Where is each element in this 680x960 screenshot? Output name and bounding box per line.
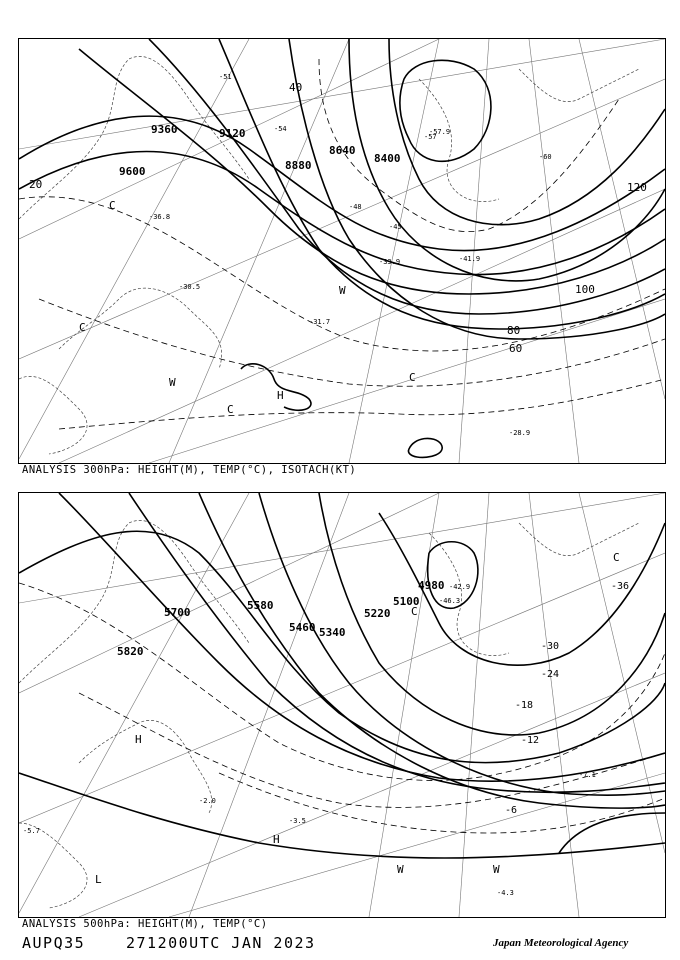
temp-label: -5.7 (23, 827, 40, 835)
temp-label: -12 (521, 735, 540, 746)
caption-500hpa: ANALYSIS 500hPa: HEIGHT(M), TEMP(°C) (22, 918, 268, 930)
cold-symbol: C (409, 371, 416, 384)
system-symbols (95, 551, 620, 886)
temp-label: -2.0 (199, 797, 216, 805)
closed-contour-2 (241, 364, 311, 410)
closed-contour (408, 438, 442, 457)
isotach-label: 60 (509, 342, 523, 355)
caption-300hpa: ANALYSIS 300hPa: HEIGHT(M), TEMP(°C), ISOTACH(KT) (22, 464, 357, 476)
chart-code: AUPQ35 (22, 934, 86, 952)
temp-label: -36 (611, 581, 630, 592)
isotach-label: 20 (29, 178, 43, 191)
warm-symbol: W (169, 376, 176, 389)
cold-symbol: C (411, 605, 418, 618)
isotach-label: 40 (289, 81, 303, 94)
height-label: 5820 (117, 645, 144, 658)
agency-name: Japan Meteorological Agency (493, 937, 629, 949)
map-panel-300hpa (18, 38, 666, 464)
map-500hpa-svg (19, 493, 665, 917)
isotach-label: 120 (627, 181, 647, 194)
temp-label: -31.7 (309, 318, 331, 326)
high-symbol: H (277, 389, 284, 402)
high-symbol: H (273, 833, 280, 846)
cold-symbol: C (79, 321, 86, 334)
height-label: 5100 (393, 595, 420, 608)
warm-symbol: W (493, 863, 500, 876)
isotach-label: 80 (507, 324, 521, 337)
height-label: 9360 (151, 123, 178, 136)
isotach-contours (19, 59, 665, 429)
temp-label: -18 (515, 700, 534, 711)
cold-symbol: C (613, 551, 620, 564)
height-label: 9600 (119, 165, 146, 178)
temp-label: -30.5 (179, 283, 201, 291)
height-label: 8640 (329, 144, 356, 157)
cold-symbol: C (109, 199, 116, 212)
temp-label: -57.9 (429, 128, 451, 136)
isotach-label: 100 (575, 283, 595, 296)
map-300hpa-svg (19, 39, 665, 463)
temp-label: -48 (349, 203, 362, 211)
temp-label: -28.9 (509, 429, 531, 437)
temp-label: -51 (219, 73, 232, 81)
temp-label: -24 (541, 669, 560, 680)
coastlines (19, 56, 639, 454)
temp-label: -4.3 (497, 889, 514, 897)
temperature-contours (19, 583, 665, 833)
temp-label: -60 (539, 153, 552, 161)
height-label: 5220 (364, 607, 391, 620)
temp-label: -57 (424, 133, 437, 141)
system-symbols (79, 199, 416, 416)
height-label: 5580 (247, 599, 274, 612)
graticule (19, 39, 665, 463)
height-label: 8400 (374, 152, 401, 165)
temp-label: -42.9 (449, 583, 471, 591)
height-labels (117, 579, 445, 658)
low-symbol: L (95, 873, 102, 886)
temp-label: -46.3 (439, 597, 461, 605)
high-symbol: H (135, 733, 142, 746)
warm-symbol: W (397, 863, 404, 876)
coastlines (19, 520, 639, 908)
temp-label: -41.9 (459, 255, 481, 263)
height-label: 5700 (164, 606, 191, 619)
height-label: 5340 (319, 626, 346, 639)
temp-label: -36.8 (149, 213, 171, 221)
height-label: 8880 (285, 159, 312, 172)
temp-label: -3.5 (289, 817, 306, 825)
height-label: 4980 (418, 579, 445, 592)
temp-label: -33.9 (379, 258, 401, 266)
height-label: 9120 (219, 127, 246, 140)
temp-label: -54 (274, 125, 287, 133)
temp-label: -7.1 (579, 771, 596, 779)
cold-symbol: C (227, 403, 234, 416)
temp-label: -30 (541, 641, 560, 652)
map-panel-500hpa (18, 492, 666, 918)
temp-label: -45 (389, 223, 402, 231)
temp-label: -6 (505, 805, 518, 816)
height-label: 5460 (289, 621, 316, 634)
valid-time: 271200UTC JAN 2023 (126, 934, 316, 952)
warm-symbol: W (339, 284, 346, 297)
